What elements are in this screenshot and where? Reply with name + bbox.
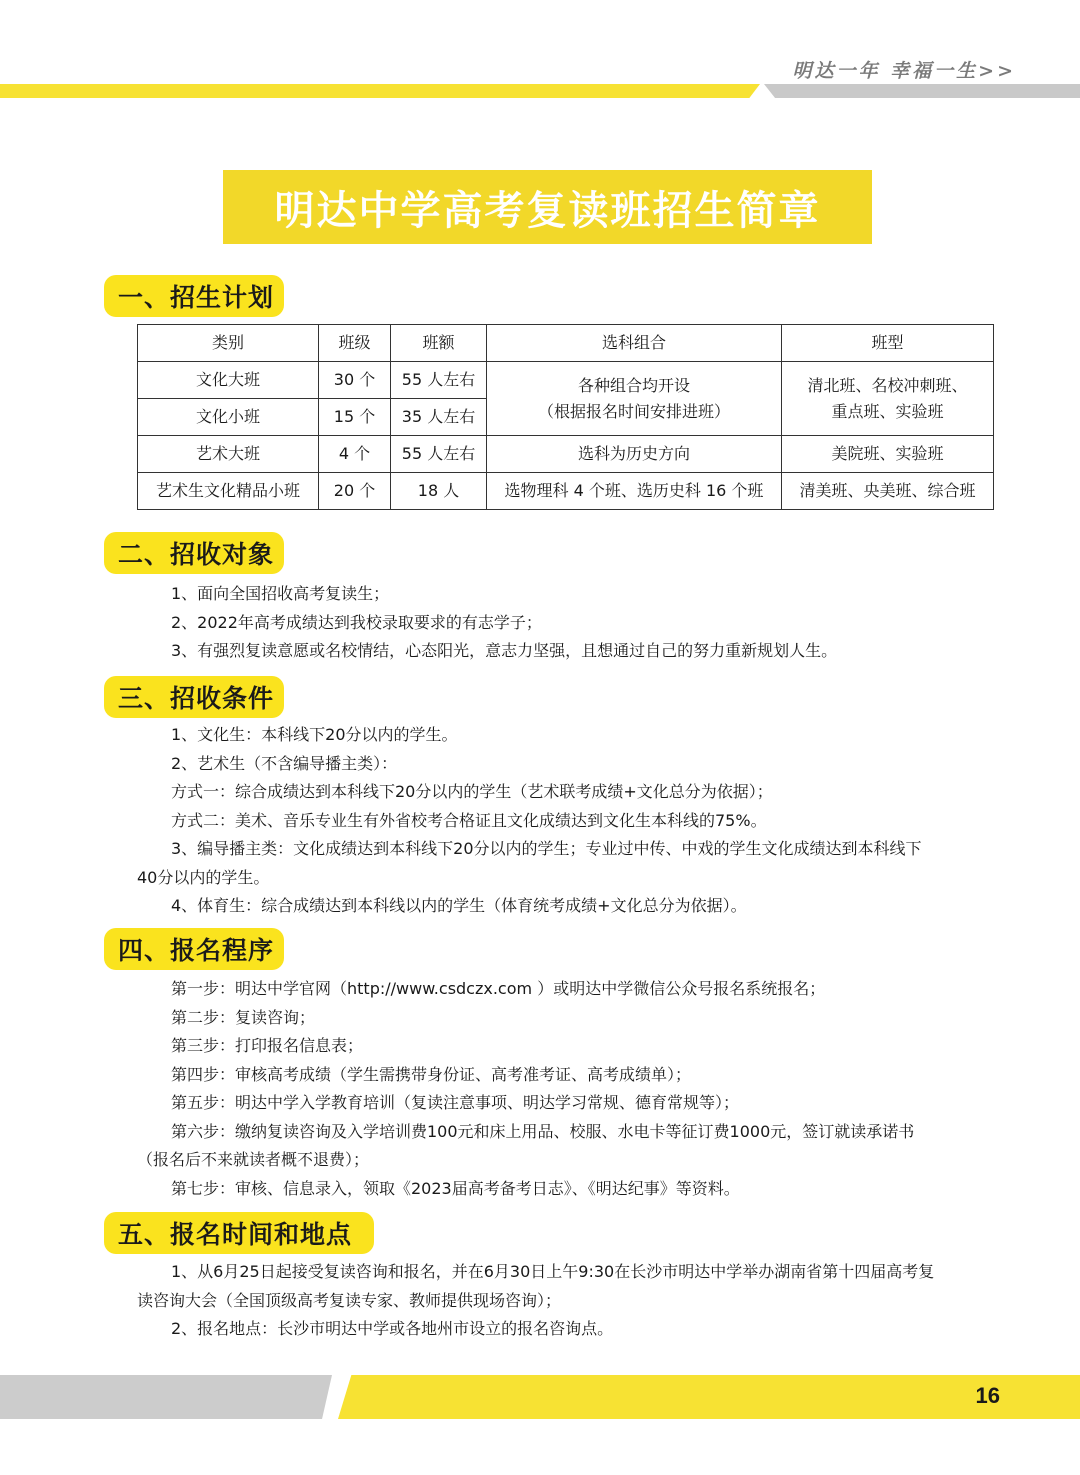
section-heading-text: 二、招收对象 [118, 540, 275, 569]
section-heading-targets [104, 532, 284, 574]
merged-combo-line: （根据报名时间安排进班） [537, 401, 730, 421]
body-line: 第五步：明达中学入学教育培训（复读注意事项、明达学习常规、德育常规等）； [171, 1093, 740, 1112]
table-cell-merged-combo [487, 362, 782, 436]
table-cell: 美院班、实验班 [782, 436, 994, 473]
table-header-cell: 选科组合 [487, 325, 782, 362]
footer-bar-gray [0, 1375, 332, 1419]
table-cell: 选科为历史方向 [487, 436, 782, 473]
merged-type-line: 清北班、名校冲刺班、 [807, 375, 968, 395]
table-cell: 清美班、央美班、综合班 [782, 473, 994, 510]
body-line: 1、文化生：本科线下20分以内的学生。 [171, 725, 458, 744]
section-heading-plan [104, 275, 284, 317]
body-line: 第六步：缴纳复读咨询及入学培训费100元和床上用品、校服、水电卡等征订费1000元，签订就读承诺书 [171, 1121, 915, 1141]
header-bar-gray [764, 84, 1080, 98]
table-row [138, 473, 994, 510]
table-cell: 艺术大班 [138, 436, 319, 473]
body-line: 第二步：复读咨询； [171, 1007, 316, 1027]
table-cell: 55 人左右 [391, 362, 487, 399]
section-heading-text: 五、报名时间和地点 [118, 1220, 353, 1249]
table-cell: 30 个 [319, 362, 391, 399]
body-line: 4、体育生：综合成绩达到本科线以内的学生（体育统考成绩+文化总分为依据）。 [171, 896, 747, 915]
body-line: 3、有强烈复读意愿或名校情结，心态阳光，意志力坚强，且想通过自己的努力重新规划人生。 [171, 641, 838, 660]
section-body-procedure [137, 975, 997, 1203]
table-row [138, 362, 994, 399]
table-header-row [138, 325, 994, 362]
body-line: 3、编导播主类：文化成绩达到本科线下20分以内的学生；专业过中传、中戏的学生文化成绩达到本科线下 [171, 839, 922, 858]
body-line: 第一步：明达中学官网（http://www.csdczx.com ）或明达中学微信公众号报名系统报名； [171, 979, 826, 998]
footer-bar-yellow [338, 1375, 1080, 1419]
table-cell: 20 个 [319, 473, 391, 510]
body-line: 2、报名地点：长沙市明达中学或各地州市设立的报名咨询点。 [171, 1319, 614, 1338]
section-body-time-place [137, 1258, 997, 1344]
table-cell: 选物理科 4 个班、选历史科 16 个班 [487, 473, 782, 510]
body-line: 第七步：审核、信息录入，领取《2023届高考备考日志》、《明达纪事》等资料。 [171, 1178, 740, 1198]
body-line: 1、面向全国招收高考复读生； [171, 584, 390, 603]
table-cell: 文化大班 [138, 362, 319, 399]
header-bar-yellow [0, 84, 760, 98]
body-line: 第四步：审核高考成绩（学生需携带身份证、高考准考证、高考成绩单）； [171, 1064, 692, 1084]
table-cell: 35 人左右 [391, 399, 487, 436]
section-heading-text: 三、招收条件 [118, 684, 275, 713]
table-cell: 15 个 [319, 399, 391, 436]
table-cell: 18 人 [391, 473, 487, 510]
page-title: 明达中学高考复读班招生简章 [274, 186, 821, 234]
table-header-cell: 班额 [391, 325, 487, 362]
page-number: 16 [975, 1383, 1000, 1408]
body-line: （报名后不来就读者概不退费）； [137, 1150, 370, 1169]
table-header-cell: 类别 [138, 325, 319, 362]
body-line: 2、艺术生（不含编导播主类）： [171, 753, 398, 773]
body-line: 方式一：综合成绩达到本科线下20分以内的学生（艺术联考成绩+文化总分为依据）； [171, 782, 773, 801]
table-header-cell: 班级 [319, 325, 391, 362]
merged-type-line: 重点班、实验班 [831, 401, 944, 421]
body-line: 第三步：打印报名信息表； [171, 1036, 364, 1055]
body-line: 读咨询大会（全国顶级高考复读专家、教师提供现场咨询）； [137, 1290, 562, 1310]
section-heading-text: 一、招生计划 [118, 283, 275, 312]
merged-combo-line: 各种组合均开设 [577, 375, 690, 395]
section-heading-conditions [104, 676, 284, 718]
table-cell: 55 人左右 [391, 436, 487, 473]
table-header-cell: 班型 [782, 325, 994, 362]
enrollment-plan-table [137, 324, 994, 510]
section-heading-time-place [104, 1212, 374, 1254]
section-heading-procedure [104, 928, 284, 970]
table-cell: 4 个 [319, 436, 391, 473]
section-body-targets [137, 580, 997, 666]
body-line: 1、从6月25日起接受复读咨询和报名，并在6月30日上午9:30在长沙市明达中学举办湖南省第十四届高考复 [171, 1262, 935, 1281]
body-line: 方式二：美术、音乐专业生有外省校考合格证且文化成绩达到文化生本科线的75%。 [171, 810, 767, 830]
section-heading-text: 四、报名程序 [118, 936, 275, 965]
table-row [138, 436, 994, 473]
title-banner [223, 170, 872, 244]
body-line: 40分以内的学生。 [137, 867, 270, 887]
body-line: 2、2022年高考成绩达到我校录取要求的有志学子； [171, 612, 542, 632]
table-cell: 艺术生文化精品小班 [138, 473, 319, 510]
section-body-conditions [137, 721, 997, 921]
header-slogan: 明达一年 幸福一生>> [792, 60, 1016, 82]
table-cell: 文化小班 [138, 399, 319, 436]
table-cell-merged-type [782, 362, 994, 436]
